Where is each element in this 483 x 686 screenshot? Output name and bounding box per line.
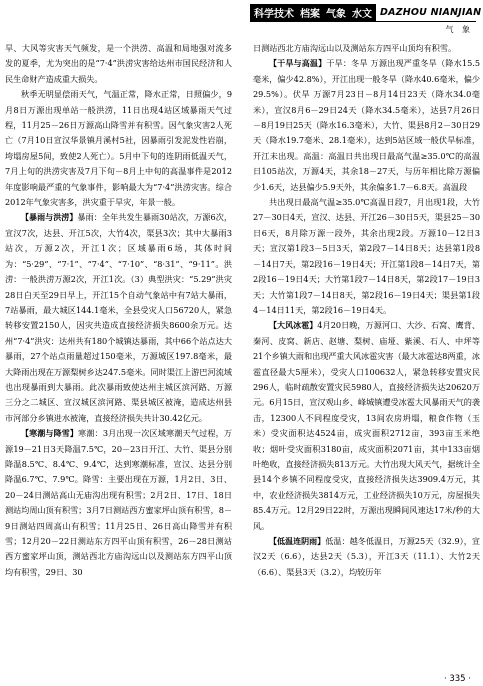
left-paragraph-3 xyxy=(5,210,232,426)
header-tags xyxy=(250,4,376,21)
header-brand: DAZHOU NIANJIAN xyxy=(380,6,482,18)
header-tag-weather: 气象 xyxy=(326,8,346,20)
page-number: · 335 · xyxy=(443,674,471,684)
right-column xyxy=(253,41,480,580)
left-paragraph-1: 旱、大风等灾害天气频发，是一个洪涝、高温和局地强对流多发的夏季，尤为突出的是“7·4”洪涝灾害给达州市国民经济和人民生命财产造成重大损失。 xyxy=(5,43,232,84)
page-header xyxy=(250,4,482,20)
heading-wind-hail: 【大风冰雹】 xyxy=(269,321,318,331)
left-paragraph-2: 秋季无明显偿雨天气，气温正常，降水正常，日照偏少，9月8日万源出现单站一般洪涝，11日出现4站区域暴雨天气过程，11月25－26日万源高山降雪并有积雪。因气象灾害2人死亡（7月10日宣汉华景镇月溪村5社，因暴雨引发泥发性岩崩，垮塌房屋5间，致使2人死亡）。5月中下旬的连阴雨低温天气，7月上旬的洪涝灾害及7月下旬－8月上中旬的高温事件是2012年度影响最严重的气象事件，影响最大为“7·4”洪涝灾害。综合2012年气象灾害多，洪灾重于旱灾，年景一般。 xyxy=(5,89,232,208)
heading-rainstorm-flood: 【暴雨与洪涝】 xyxy=(21,213,78,223)
wind-hail-text: 4月20日晚，万源河口、大沙、石窝、鹰背、秦河、皮窝、新店、赵塘、梨树、庙垭、紫溪、石人、中坪等21个乡镇大雨和出现严重大风冰雹灾害（最大冰雹达8两重，冰雹直径最大5厘米），受灾人口100632人，紧急转移安置灾民296人，临时疏散安置灾民5980人，直接经济损失达20620万元。6月15日，宣汉观山乡、峰城镇遭受冰雹大风暴雨天气的袭击，12300人不同程度受灾，13间农房坍塌，粮食作物（玉米）受灾面积达4524亩，成灾面积2712亩，393亩玉米绝收；烟叶受灾面积3180亩，成灾面积2071亩，其中133亩烟叶绝收，直接经济损失813万元。大竹出现大风天气，据统计全县14个乡镇不同程度受灾，直接经济损失达3909.4万元，其中，农业经济损失3814万元，工业经济损失10万元，房屋损失85.4万元。12月29日22时，万源出现瞬间风速达17米/秒的大风。 xyxy=(253,320,480,531)
left-column xyxy=(5,41,232,580)
header-tag-hydrology: 水文 xyxy=(352,8,372,20)
heading-cold-wave-snow: 【寒潮与降雪】 xyxy=(21,429,79,439)
heading-drought-heat: 【干旱与高温】 xyxy=(269,59,327,69)
right-paragraph-4 xyxy=(253,318,480,534)
drought-heat-text: 干旱：冬旱 万源出现严重冬旱（降水15.5毫米，偏少42.8%），开江出现一般冬旱（降水40.6毫米，偏少29.5%）。伏旱 万源7月23日－8月14日23天（降水34.0毫米），宣汉8月6－29日24天（降水34.5毫米），达县7月26日－8月19日25天（降水16.3毫米），大竹、渠县8月2－30日29天（降水19.7毫米、28.1毫米），达到5站区域一般伏旱标准，开江未出现。高温：高温日共出现日最高气温≥35.0℃的高温日105站次，万源4天，其余18－27天，与历年相比除万源偏少1.6天，达县偏少5.9天外，其余偏多1.7－6.8天。高温段 xyxy=(253,58,480,192)
right-paragraph-3: 共出现日最高气温≥35.0℃高温日段7，月出现1段，大竹27－30日4天，宣汉、达县、开江26－30日5天，渠县25－30日6天，8月除万源一段外，其余出现2段。万源10－12日3天；宣汉第1段3－5日3天，第2段7－14日8天；达县第1段8－14日7天，第2段16－19日4天；开江第1段8－14日7天，第2段16－19日4天；大竹第1段7－14日8天，第2段17－19日3天；大竹第1段7－14日8天，第2段16－19日4天；渠县第1段4－14日11天，第2段16－19日4天。 xyxy=(253,197,480,315)
right-paragraph-2 xyxy=(253,56,480,195)
header-rule xyxy=(250,21,476,22)
left-paragraph-4 xyxy=(5,426,232,580)
cold-wave-snow-text: 寒潮：3月出现一次区域寒潮天气过程，万源19－21日3天降温7.5℃，20－23日开江、大竹、渠县分别降温8.5℃、8.4℃、9.4℃，达到寒潮标准，宣汉、达县分别降温6.7℃、7.9℃。降雪：主要出现在万源，1月2日、3日、20－24日测站高山无庙沟出现有积雪；2月2日、17日、18日测站均周山顶有积雪；3月7日测站西方蜜家坪山顶有积雪，8－9日测站四周高山有积雪；11月25日、26日高山降雪并有积雪；12月20－22日测站东方四平山顶有积雪，26－28日测站西方蜜家坪山顶，测站西北方庙沟远山以及测站东方四平山顶均有积雪，29日、30 xyxy=(5,428,232,577)
section-label: 气 象 xyxy=(445,25,473,34)
header-tag-science: 科学技术 xyxy=(254,8,294,20)
header-tag-archives: 档案 xyxy=(300,8,320,20)
right-paragraph-1: 日测站西北方庙沟远山以及测站东方四平山顶均有积雪。 xyxy=(253,43,457,53)
low-temp-rain-text: 低温：越冬低温日，万源25天（32.9），宣汉2天（6.6），达县2天（5.3），开江3天（11.1）、大竹2天（6.6）、渠县3天（3.2），均较历年 xyxy=(253,536,480,577)
right-paragraph-5 xyxy=(253,534,480,580)
rainstorm-flood-text: 暴雨：全年共发生暴雨30站次，万源6次，宣汉7次，达县、开江5次，大竹4次，渠县3次；其中大暴雨3站次，万源2次，开江1次；区域暴雨6场，其体时间为：“5·29”、“7·1”、“7·4”、“7·10”、“8·31”、“9·11”。洪涝：一般洪涝万源2次，开江1次。（3）典型洪灾：“5.29”洪灾28日白天至29日早上，开江15个自动气象站中有7站大暴雨，7站暴雨，最大城区144.1毫米，全县受灾人口56720人，紧急转移安置2150人，因灾共造成直接经济损失8600余万元。达州“7·4”洪灾：达州共有180个城镇达暴雨，其中66个站点达大暴雨，27个站点雨量超过150毫米，万源城区197.8毫米，最大降雨出现在万源梨树乡达247.5毫米。同时渠江上游巴河流域也出现暴雨到大暴雨。此次暴雨致使达州主城区滨河路、万源三分之二城区、宣汉城区滨河路、渠县城区被淹，造成达州县市河部分乡镇进水被淹，直接经济损失共计30.42亿元。 xyxy=(5,212,232,423)
heading-low-temp-rain: 【低温连阴雨】 xyxy=(269,537,326,546)
